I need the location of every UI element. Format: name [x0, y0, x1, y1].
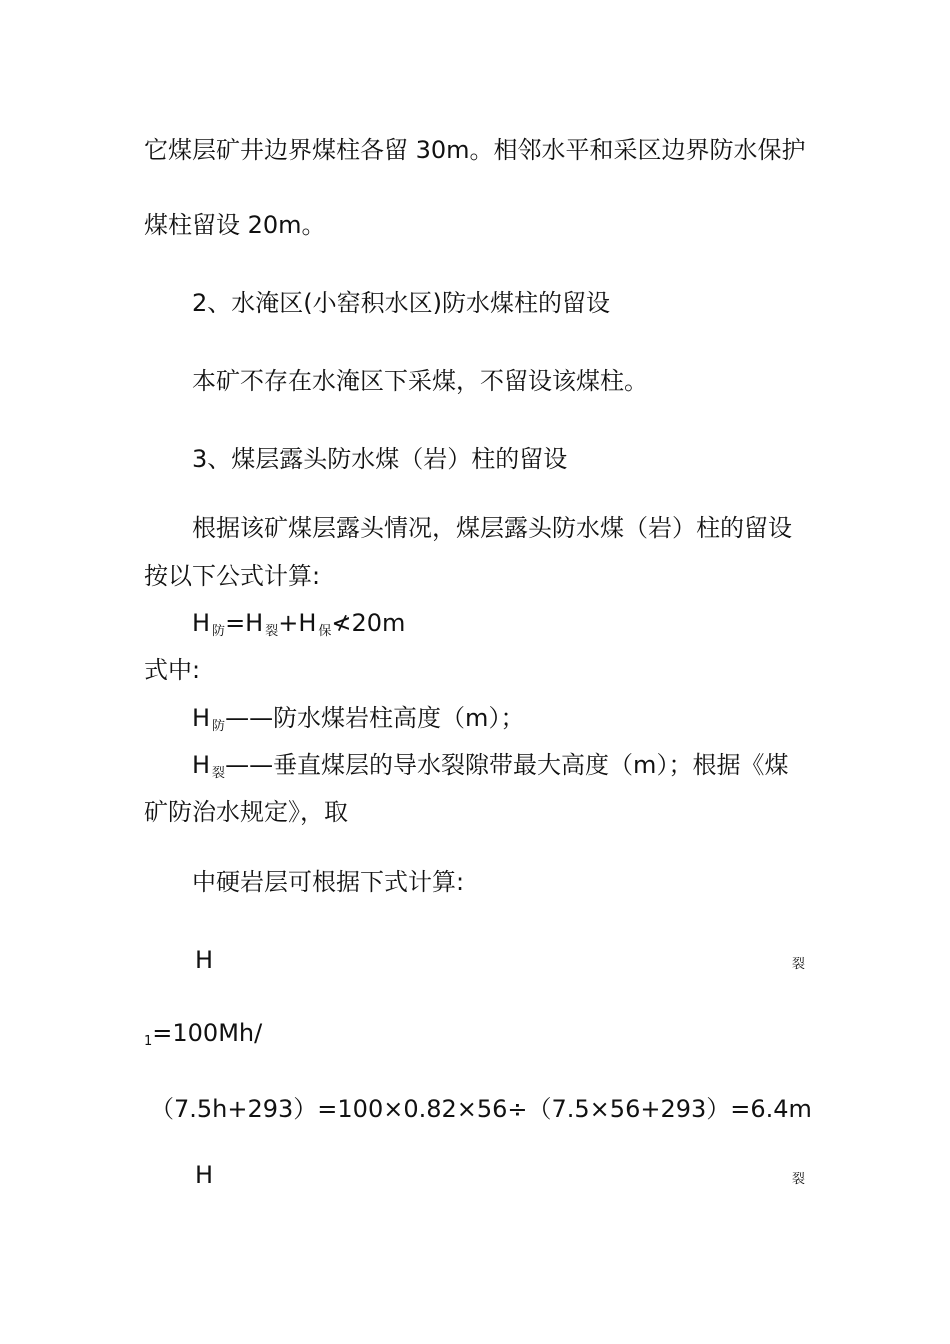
section-heading-2: 2、水淹区(小窑积水区)防水煤柱的留设	[192, 289, 610, 317]
formula-subscript-bao: 保	[318, 624, 332, 639]
formula-protection-height	[192, 611, 405, 638]
paragraph-3-line-1: 根据该矿煤层露头情况，煤层露头防水煤（岩）柱的留设	[192, 514, 792, 542]
paragraph-1-line-2: 煤柱留设 20m。	[144, 211, 326, 239]
formula-rest: ≮20m	[331, 609, 406, 637]
formula-equals-h: =H	[225, 609, 264, 637]
definition-h-lie-continued: 矿防治水规定》，取	[144, 798, 348, 826]
definition-text: ——防水煤岩柱高度（m）；	[225, 704, 525, 732]
formula-subscript-lie: 裂	[265, 624, 279, 639]
paragraph-3-line-2: 按以下公式计算:	[144, 562, 321, 590]
definition-h-symbol: H	[192, 704, 211, 732]
definition-subscript-fang: 防	[212, 719, 226, 734]
paragraph-2: 本矿不存在水淹区下采煤，不留设该煤柱。	[192, 367, 648, 395]
section-heading-3: 3、煤层露头防水煤（岩）柱的留设	[192, 445, 568, 473]
formula3-subscript-lie: 裂	[792, 1172, 806, 1187]
formula2-equation	[144, 1021, 262, 1048]
formula2-calculation: （7.5h+293）=100×0.82×56÷（7.5×56+293）=6.4m	[150, 1095, 812, 1123]
formula-h-symbol: H	[192, 609, 211, 637]
definition-h-fang	[192, 706, 524, 733]
formula-plus-h: +H	[278, 609, 317, 637]
definition-h-symbol: H	[192, 751, 211, 779]
formula2-equals: =100Mh/	[152, 1019, 263, 1047]
definition-text: ——垂直煤层的导水裂隙带最大高度（m）；根据《煤	[225, 751, 789, 779]
formula2-subscript-lie: 裂	[792, 957, 806, 972]
formula3-h-symbol: H	[195, 1161, 214, 1189]
definition-subscript-lie: 裂	[212, 766, 226, 781]
formula2-h-symbol: H	[195, 946, 214, 974]
paragraph-1-line-1: 它煤层矿井边界煤柱各留 30m。相邻水平和采区边界防水保护	[144, 136, 806, 164]
formula2-subscript-1: 1	[144, 1034, 153, 1049]
paragraph-4: 中硬岩层可根据下式计算:	[192, 868, 465, 896]
definition-h-lie	[192, 753, 788, 780]
formula-subscript-fang: 防	[212, 624, 226, 639]
where-label: 式中:	[144, 656, 201, 684]
